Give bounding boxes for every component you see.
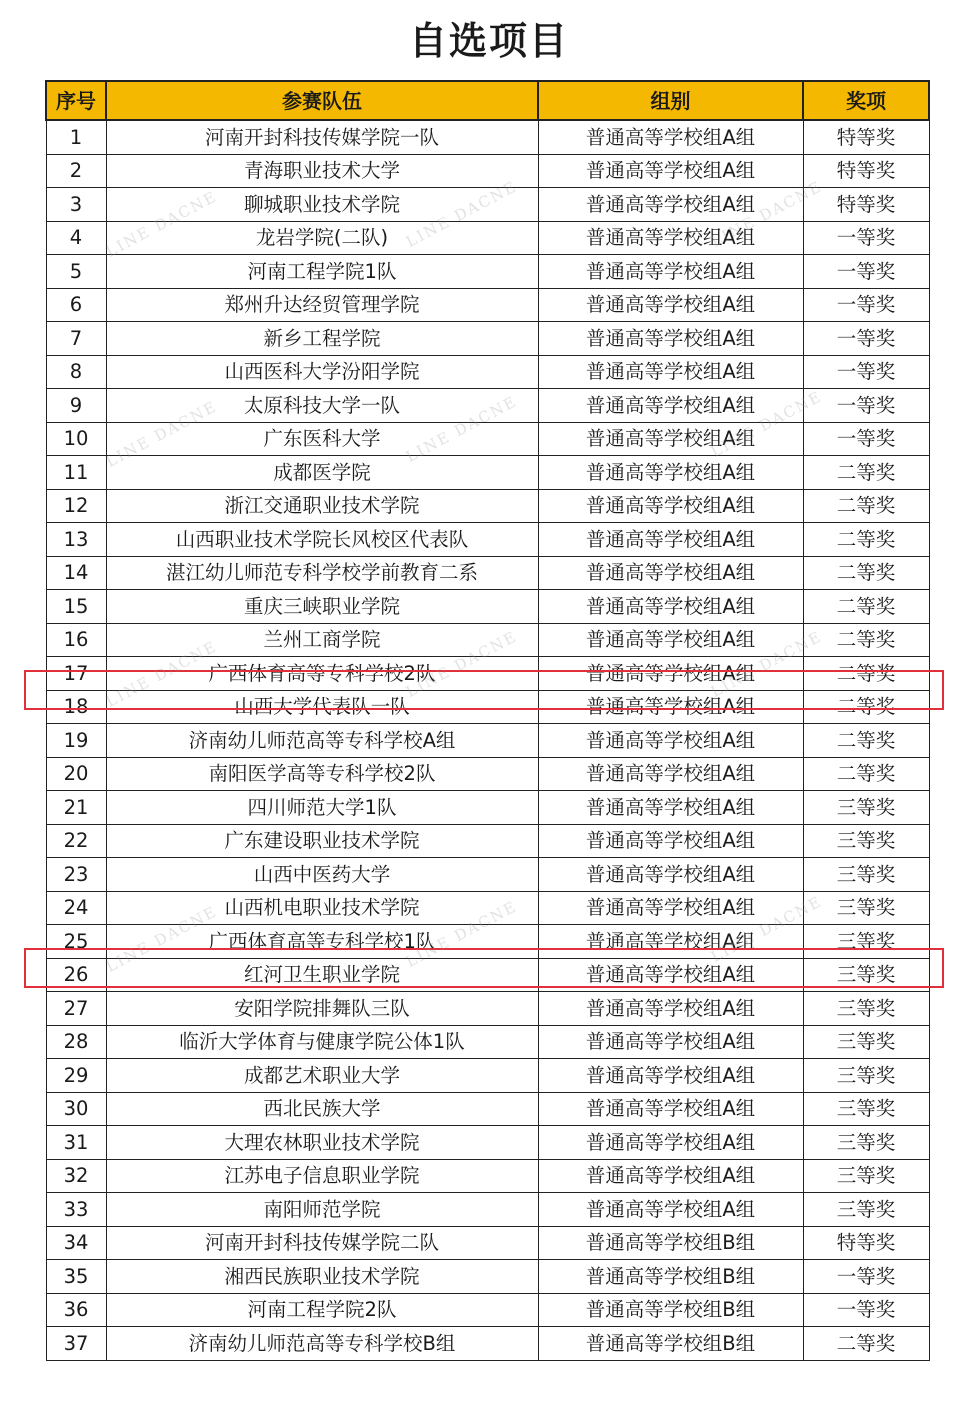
cell-group: 普通高等学校组A组: [538, 1025, 803, 1059]
cell-group: 普通高等学校组A组: [538, 221, 803, 255]
cell-team: 山西大学代表队一队: [106, 690, 538, 724]
cell-team: 山西职业技术学院长风校区代表队: [106, 523, 538, 557]
cell-team: 山西医科大学汾阳学院: [106, 355, 538, 389]
table-row: [46, 422, 929, 456]
watermark: LINE DACNE: [402, 627, 521, 701]
table-header-row: [46, 81, 929, 120]
watermark: LINE DACNE: [707, 627, 826, 701]
cell-group: 普通高等学校组A组: [538, 355, 803, 389]
cell-number: 28: [46, 1025, 106, 1059]
cell-group: 普通高等学校组A组: [538, 120, 803, 154]
cell-award: 二等奖: [803, 523, 929, 557]
cell-award: 二等奖: [803, 657, 929, 691]
table-row: [46, 523, 929, 557]
cell-group: 普通高等学校组A组: [538, 1059, 803, 1093]
cell-number: 26: [46, 958, 106, 992]
cell-group: 普通高等学校组B组: [538, 1226, 803, 1260]
cell-award: 特等奖: [803, 1226, 929, 1260]
cell-award: 特等奖: [803, 154, 929, 188]
cell-group: 普通高等学校组A组: [538, 489, 803, 523]
cell-team: 兰州工商学院: [106, 623, 538, 657]
cell-award: 一等奖: [803, 255, 929, 289]
table-row: [46, 690, 929, 724]
cell-group: 普通高等学校组A组: [538, 422, 803, 456]
cell-award: 一等奖: [803, 422, 929, 456]
cell-number: 10: [46, 422, 106, 456]
cell-award: 三等奖: [803, 1092, 929, 1126]
cell-team: 广东医科大学: [106, 422, 538, 456]
cell-team: 湘西民族职业技术学院: [106, 1260, 538, 1294]
cell-team: 重庆三峡职业学院: [106, 590, 538, 624]
cell-group: 普通高等学校组A组: [538, 757, 803, 791]
table-row: [46, 322, 929, 356]
table-row: [46, 1226, 929, 1260]
cell-award: 一等奖: [803, 322, 929, 356]
table-row: [46, 1193, 929, 1227]
table-row: [46, 958, 929, 992]
cell-award: 三等奖: [803, 1059, 929, 1093]
cell-group: 普通高等学校组A组: [538, 556, 803, 590]
table-row: [46, 724, 929, 758]
cell-award: 二等奖: [803, 556, 929, 590]
cell-group: 普通高等学校组A组: [538, 389, 803, 423]
table-row: [46, 389, 929, 423]
cell-award: 三等奖: [803, 891, 929, 925]
cell-number: 15: [46, 590, 106, 624]
cell-number: 5: [46, 255, 106, 289]
cell-group: 普通高等学校组A组: [538, 154, 803, 188]
column-header-team: 参赛队伍: [106, 81, 538, 120]
cell-award: 特等奖: [803, 120, 929, 154]
table-row: [46, 221, 929, 255]
cell-number: 35: [46, 1260, 106, 1294]
cell-award: 一等奖: [803, 1293, 929, 1327]
table-row: [46, 255, 929, 289]
table-row: [46, 556, 929, 590]
table-body: [46, 120, 929, 1360]
cell-award: 三等奖: [803, 858, 929, 892]
cell-team: 浙江交通职业技术学院: [106, 489, 538, 523]
cell-group: 普通高等学校组A组: [538, 958, 803, 992]
cell-number: 12: [46, 489, 106, 523]
table-row: [46, 1260, 929, 1294]
cell-team: 济南幼儿师范高等专科学校B组: [106, 1327, 538, 1361]
cell-team: 龙岩学院(二队): [106, 221, 538, 255]
cell-group: 普通高等学校组A组: [538, 992, 803, 1026]
cell-award: 三等奖: [803, 925, 929, 959]
cell-group: 普通高等学校组A组: [538, 1159, 803, 1193]
cell-group: 普通高等学校组A组: [538, 891, 803, 925]
cell-number: 23: [46, 858, 106, 892]
watermark: LINE DACNE: [707, 892, 826, 966]
cell-number: 30: [46, 1092, 106, 1126]
column-header-award: 奖项: [803, 81, 929, 120]
cell-team: 成都医学院: [106, 456, 538, 490]
watermark: LINE DACNE: [402, 392, 521, 466]
cell-team: 山西中医药大学: [106, 858, 538, 892]
table-row: [46, 456, 929, 490]
cell-team: 四川师范大学1队: [106, 791, 538, 825]
cell-group: 普通高等学校组A组: [538, 623, 803, 657]
column-header-group: 组别: [538, 81, 803, 120]
cell-group: 普通高等学校组A组: [538, 322, 803, 356]
cell-award: 二等奖: [803, 456, 929, 490]
cell-team: 大理农林职业技术学院: [106, 1126, 538, 1160]
table-row: [46, 858, 929, 892]
cell-award: 三等奖: [803, 992, 929, 1026]
cell-group: 普通高等学校组A组: [538, 657, 803, 691]
cell-award: 一等奖: [803, 355, 929, 389]
table-row: [46, 757, 929, 791]
cell-number: 7: [46, 322, 106, 356]
table-row: [46, 925, 929, 959]
cell-team: 广东建设职业技术学院: [106, 824, 538, 858]
cell-number: 11: [46, 456, 106, 490]
watermark: LINE DACNE: [707, 387, 826, 461]
cell-award: 二等奖: [803, 724, 929, 758]
cell-group: 普通高等学校组A组: [538, 1126, 803, 1160]
table-row: [46, 623, 929, 657]
cell-number: 8: [46, 355, 106, 389]
cell-team: 河南工程学院1队: [106, 255, 538, 289]
cell-team: 郑州升达经贸管理学院: [106, 288, 538, 322]
cell-award: 一等奖: [803, 1260, 929, 1294]
cell-team: 济南幼儿师范高等专科学校A组: [106, 724, 538, 758]
cell-team: 南阳师范学院: [106, 1193, 538, 1227]
cell-number: 14: [46, 556, 106, 590]
cell-number: 2: [46, 154, 106, 188]
cell-group: 普通高等学校组A组: [538, 925, 803, 959]
cell-team: 聊城职业技术学院: [106, 188, 538, 222]
cell-award: 二等奖: [803, 757, 929, 791]
cell-group: 普通高等学校组A组: [538, 456, 803, 490]
watermark: LINE DACNE: [102, 902, 221, 976]
watermark: LINE DACNE: [102, 637, 221, 711]
cell-number: 34: [46, 1226, 106, 1260]
cell-team: 成都艺术职业大学: [106, 1059, 538, 1093]
cell-award: 三等奖: [803, 1159, 929, 1193]
cell-award: 二等奖: [803, 489, 929, 523]
cell-award: 特等奖: [803, 188, 929, 222]
table-row: [46, 1126, 929, 1160]
watermark: LINE DACNE: [102, 187, 221, 261]
cell-group: 普通高等学校组A组: [538, 690, 803, 724]
cell-team: 广西体育高等专科学校2队: [106, 657, 538, 691]
cell-group: 普通高等学校组B组: [538, 1293, 803, 1327]
cell-group: 普通高等学校组A组: [538, 1092, 803, 1126]
cell-award: 三等奖: [803, 1025, 929, 1059]
cell-team: 河南开封科技传媒学院一队: [106, 120, 538, 154]
cell-number: 25: [46, 925, 106, 959]
cell-number: 1: [46, 120, 106, 154]
cell-team: 西北民族大学: [106, 1092, 538, 1126]
cell-award: 三等奖: [803, 824, 929, 858]
table-row: [46, 489, 929, 523]
table-row: [46, 288, 929, 322]
table-row: [46, 891, 929, 925]
cell-group: 普通高等学校组A组: [538, 858, 803, 892]
cell-number: 4: [46, 221, 106, 255]
table-row: [46, 188, 929, 222]
table-row: [46, 154, 929, 188]
cell-number: 33: [46, 1193, 106, 1227]
cell-group: 普通高等学校组A组: [538, 1193, 803, 1227]
cell-number: 24: [46, 891, 106, 925]
cell-team: 广西体育高等专科学校1队: [106, 925, 538, 959]
table-row: [46, 355, 929, 389]
results-table: [45, 80, 930, 1361]
cell-group: 普通高等学校组A组: [538, 255, 803, 289]
cell-number: 29: [46, 1059, 106, 1093]
table-row: [46, 1327, 929, 1361]
table-row: [46, 590, 929, 624]
cell-number: 9: [46, 389, 106, 423]
cell-group: 普通高等学校组A组: [538, 188, 803, 222]
cell-team: 山西机电职业技术学院: [106, 891, 538, 925]
cell-team: 太原科技大学一队: [106, 389, 538, 423]
table-row: [46, 657, 929, 691]
table-row: [46, 824, 929, 858]
cell-award: 一等奖: [803, 389, 929, 423]
cell-group: 普通高等学校组A组: [538, 824, 803, 858]
cell-group: 普通高等学校组B组: [538, 1327, 803, 1361]
cell-number: 3: [46, 188, 106, 222]
cell-number: 19: [46, 724, 106, 758]
table-row: [46, 120, 929, 154]
table-row: [46, 1025, 929, 1059]
cell-team: 安阳学院排舞队三队: [106, 992, 538, 1026]
cell-group: 普通高等学校组B组: [538, 1260, 803, 1294]
cell-number: 6: [46, 288, 106, 322]
cell-award: 二等奖: [803, 623, 929, 657]
cell-award: 一等奖: [803, 221, 929, 255]
cell-number: 36: [46, 1293, 106, 1327]
table-row: [46, 1092, 929, 1126]
cell-team: 河南工程学院2队: [106, 1293, 538, 1327]
cell-number: 16: [46, 623, 106, 657]
cell-award: 三等奖: [803, 1193, 929, 1227]
cell-team: 河南开封科技传媒学院二队: [106, 1226, 538, 1260]
watermark: LINE DACNE: [402, 897, 521, 971]
cell-award: 二等奖: [803, 690, 929, 724]
cell-group: 普通高等学校组A组: [538, 724, 803, 758]
cell-number: 31: [46, 1126, 106, 1160]
page-title: 自选项目: [408, 19, 569, 63]
cell-group: 普通高等学校组A组: [538, 523, 803, 557]
table-row: [46, 791, 929, 825]
watermark: LINE DACNE: [102, 397, 221, 471]
cell-team: 红河卫生职业学院: [106, 958, 538, 992]
watermark: LINE DACNE: [402, 177, 521, 251]
cell-number: 32: [46, 1159, 106, 1193]
cell-number: 37: [46, 1327, 106, 1361]
cell-number: 20: [46, 757, 106, 791]
cell-award: 三等奖: [803, 1126, 929, 1160]
cell-team: 临沂大学体育与健康学院公体1队: [106, 1025, 538, 1059]
cell-team: 新乡工程学院: [106, 322, 538, 356]
cell-number: 13: [46, 523, 106, 557]
table-row: [46, 992, 929, 1026]
cell-team: 青海职业技术大学: [106, 154, 538, 188]
cell-group: 普通高等学校组A组: [538, 590, 803, 624]
cell-award: 一等奖: [803, 288, 929, 322]
cell-award: 二等奖: [803, 1327, 929, 1361]
cell-number: 22: [46, 824, 106, 858]
cell-award: 三等奖: [803, 958, 929, 992]
column-header-number: 序号: [46, 81, 106, 120]
cell-award: 三等奖: [803, 791, 929, 825]
cell-award: 二等奖: [803, 590, 929, 624]
cell-number: 17: [46, 657, 106, 691]
cell-group: 普通高等学校组A组: [538, 791, 803, 825]
cell-number: 21: [46, 791, 106, 825]
cell-team: 江苏电子信息职业学院: [106, 1159, 538, 1193]
cell-group: 普通高等学校组A组: [538, 288, 803, 322]
watermark: LINE DACNE: [707, 177, 826, 251]
table-row: [46, 1159, 929, 1193]
table-row: [46, 1059, 929, 1093]
cell-team: 南阳医学高等专科学校2队: [106, 757, 538, 791]
table-row: [46, 1293, 929, 1327]
cell-number: 27: [46, 992, 106, 1026]
cell-number: 18: [46, 690, 106, 724]
cell-team: 湛江幼儿师范专科学校学前教育二系: [106, 556, 538, 590]
